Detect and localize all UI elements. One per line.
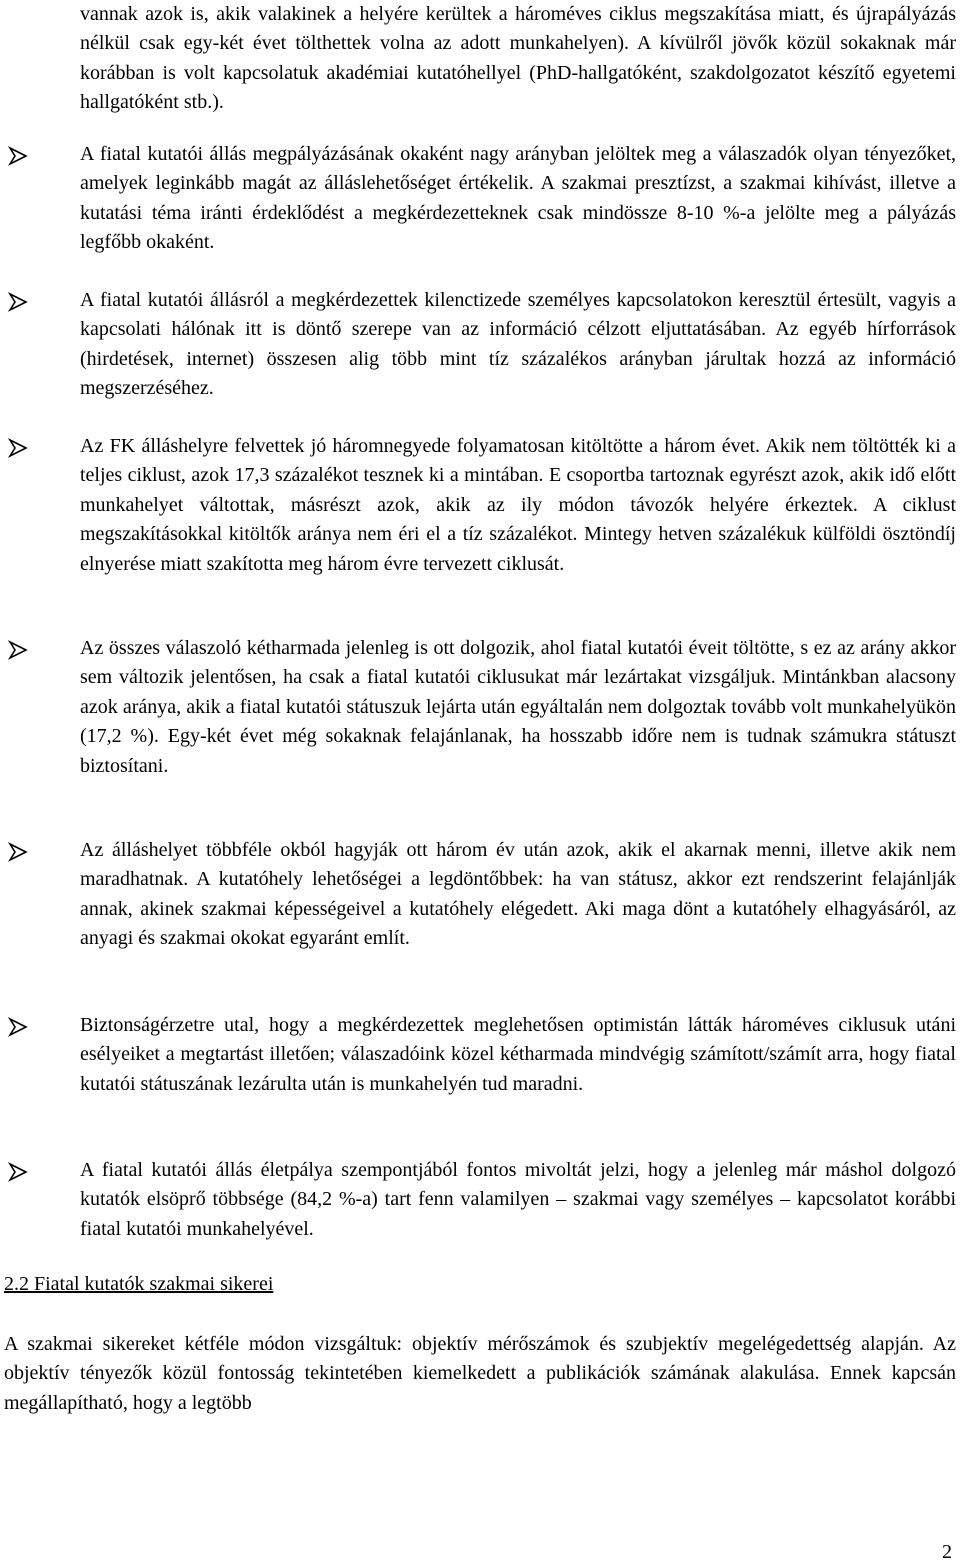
arrow-bullet-icon: [8, 292, 28, 312]
arrow-bullet-icon: [8, 146, 28, 166]
bullet-item-6: Biztonságérzetre utal, hogy a megkérdezettek meglehetősen optimistán látták hároméves ciklusuk utáni esélyeiket a megtartást illetően; válaszadóink közel kétharmada mindvégig számított/számít arra, hogy fiatal kutatói státuszának lezárulta után is munkahelyén tud maradni.: [80, 1014, 956, 1095]
bullet-item-7: A fiatal kutatói állás életpálya szempontjából fontos mivoltát jelzi, hogy a jelenleg már máshol dolgozó kutatók elsöprő többsége (84,2 %-a) tart fenn valamilyen – szakmai vagy személyes – kapcsolatot korábbi fiatal kutatói munkahelyével.: [80, 1159, 956, 1240]
bullet-item-4: Az összes válaszoló kétharmada jelenleg is ott dolgozik, ahol fiatal kutatói éveit töltötte, s ez az arány akkor sem változik jelentősen, ha csak a fiatal kutatói ciklusukat már lezártakat vizsgáljuk. Mintánkban alacsony azok aránya, akik a fiatal kutatói státuszuk lejárta után egyáltalán nem dolgoztak tovább volt munkahelyükön (17,2 %). Egy-két évet még sokaknak felajánlanak, ha hosszabb időre nem is tudnak számukra státuszt biztosítani.: [80, 637, 956, 777]
page-number: 2: [942, 1541, 952, 1563]
bullet-item-5: Az álláshelyet többféle okból hagyják ott három év után azok, akik el akarnak menni, illetve akik nem maradhatnak. A kutatóhely lehetőségei a legdöntőbbek: ha van státusz, akkor ezt rendszerint felajánlják annak, akinek szakmai képességeivel a kutatóhely elégedett. Aki maga dönt a kutatóhely elhagyásáról, az anyagi és szakmai okokat egyaránt említ.: [80, 839, 956, 950]
arrow-bullet-icon: [8, 842, 28, 862]
bullet-item-3: Az FK álláshelyre felvettek jó háromnegyede folyamatosan kitöltötte a három évet. Akik nem töltötték ki a teljes ciklust, azok 17,3 százalékot tesznek ki a mintában. E csoportba tartoznak egyrészt azok, akik idő előtt munkahelyet váltottak, másrészt azok, akik az ily módon távozók helyére érkeztek. A ciklust megszakításokkal kitöltők aránya nem éri el a tíz százalékot. Mintegy hetven százalékuk külföldi ösztöndíj elnyerése miatt szakította meg három évre tervezett ciklusát.: [80, 435, 956, 575]
bullet-item-1: A fiatal kutatói állás megpályázásának okaként nagy arányban jelöltek meg a válaszadók olyan tényezőket, amelyek leginkább magát az álláslehetőséget értékelik. A szakmai presztízst, a szakmai kihívást, illetve a kutatási téma iránti érdeklődést a megkérdezetteknek csak mindössze 8-10 %-a jelölte meg a pályázás legfőbb okaként.: [80, 143, 956, 254]
arrow-bullet-icon: [8, 640, 28, 660]
section-heading: 2.2 Fiatal kutatók szakmai sikerei: [4, 1273, 274, 1295]
arrow-bullet-icon: [8, 1017, 28, 1037]
body-paragraph: A szakmai sikereket kétféle módon vizsgáltuk: objektív mérőszámok és szubjektív megelégedettség alapján. Az objektív tényezők közül fontosság tekintetében kiemelkedett a publikációk számának alakulása. Ennek kapcsán megállapítható, hogy a legtöbb: [4, 1333, 956, 1414]
arrow-bullet-icon: [8, 438, 28, 458]
intro-paragraph: vannak azok is, akik valakinek a helyére kerültek a hároméves ciklus megszakítása miatt, és újrapályázás nélkül csak egy-két évet tölthettek volna az adott munkahelyen). A kívülről jövők közül sokaknak már korábban is volt kapcsolatuk akadémiai kutatóhellyel (PhD-hallgatóként, szakdolgozatot készítő egyetemi hallgatóként stb.).: [80, 3, 956, 114]
arrow-bullet-icon: [8, 1162, 28, 1182]
bullet-item-2: A fiatal kutatói állásról a megkérdezettek kilenctizede személyes kapcsolatokon keresztül értesült, vagyis a kapcsolati hálónak itt is döntő szerepe van az információ célzott eljuttatásában. Az egyéb hírforrások (hirdetések, internet) összesen alig több mint tíz százalékos arányban járultak hozzá az információ megszerzéséhez.: [80, 289, 956, 400]
